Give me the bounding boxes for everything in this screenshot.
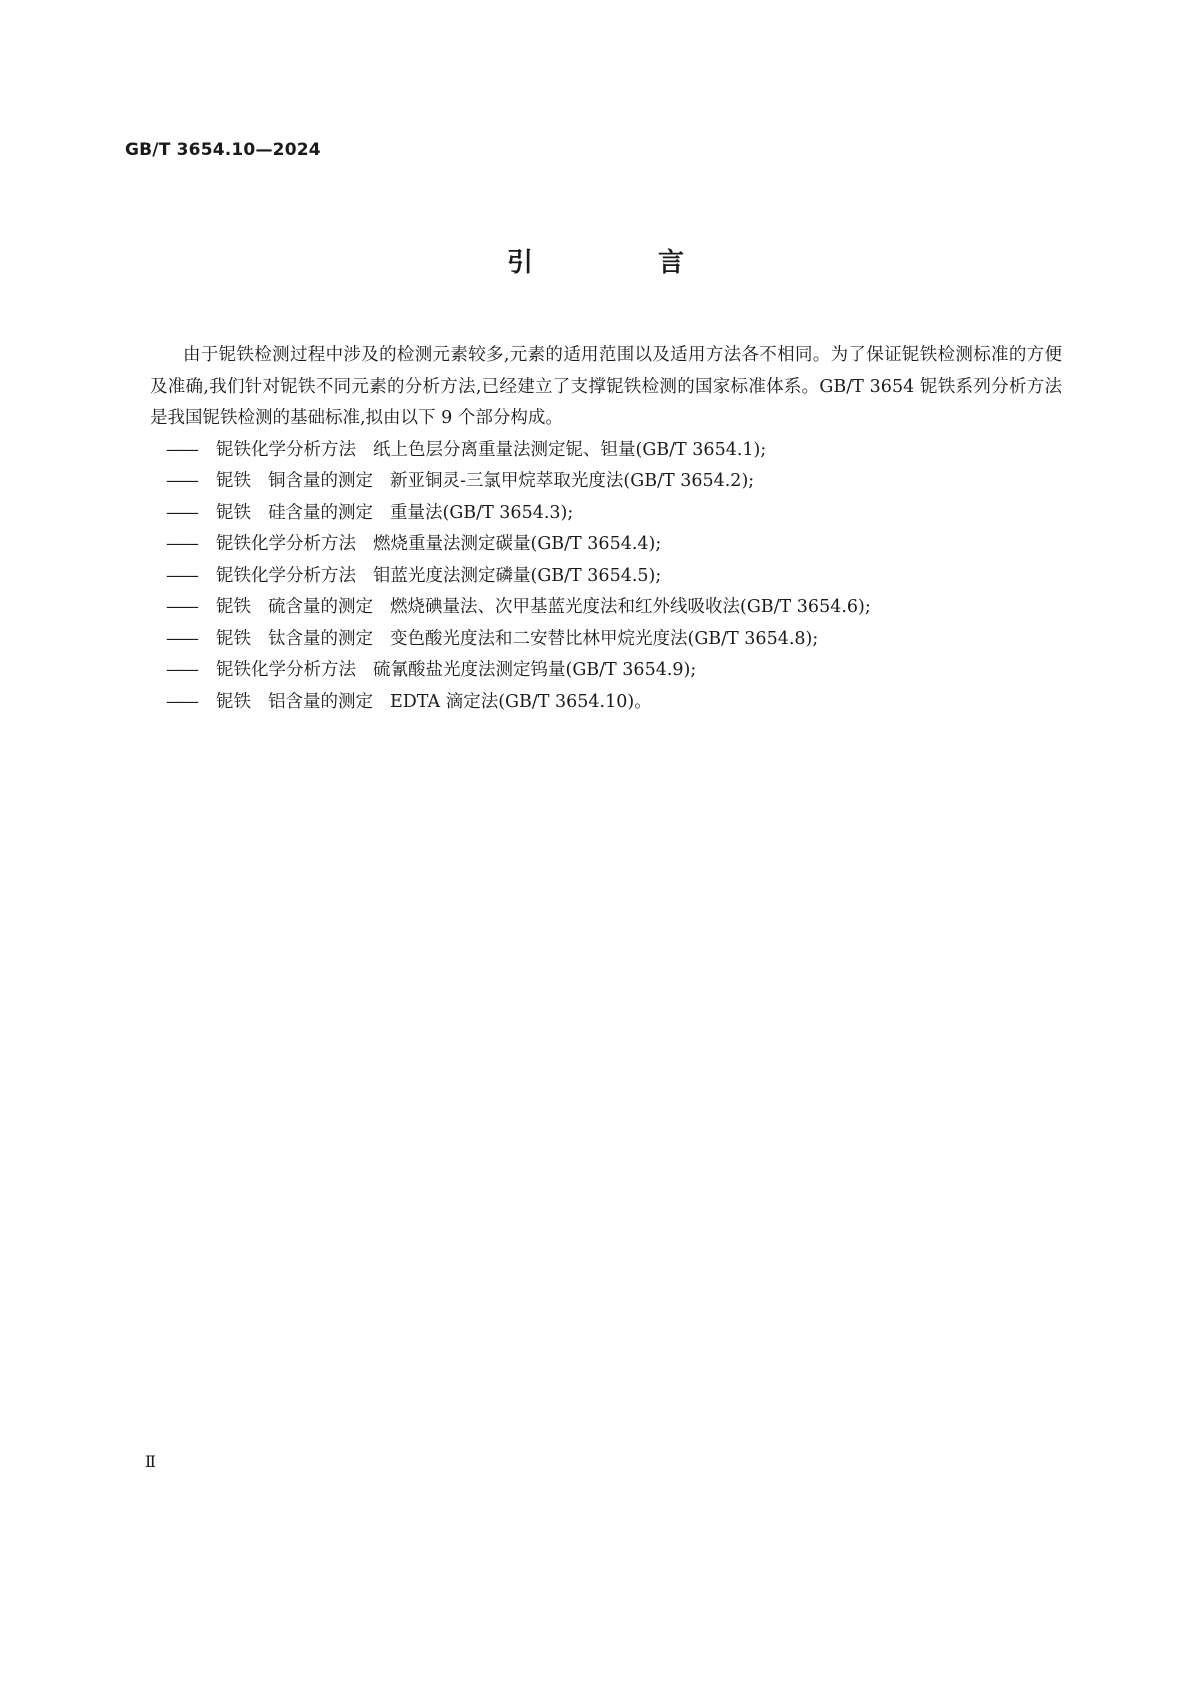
part-prefix: 铌铁 [216, 502, 251, 523]
list-dash: —— [166, 534, 197, 554]
part-list-item [150, 624, 1062, 656]
part-subject: 铝含量的测定 [268, 691, 373, 712]
list-dash: —— [166, 597, 197, 617]
part-prefix: 铌铁化学分析方法 [216, 534, 356, 554]
part-subject: 硫含量的测定 [268, 597, 373, 617]
part-prefix: 铌铁化学分析方法 [216, 660, 356, 680]
part-method: 钼蓝光度法测定磷量(GB/T 3654.5); [373, 565, 662, 586]
part-method: 燃烧碘量法、次甲基蓝光度法和红外线吸收法(GB/T 3654.6); [390, 597, 871, 617]
part-prefix: 铌铁 [216, 471, 251, 491]
part-list-item [150, 561, 1062, 593]
list-dash: —— [166, 565, 197, 586]
part-method: 硫氰酸盐光度法测定钨量(GB/T 3654.9); [373, 660, 697, 680]
part-list-item [150, 592, 1062, 624]
list-dash: —— [166, 439, 197, 460]
part-method: 重量法(GB/T 3654.3); [390, 502, 574, 523]
part-prefix: 铌铁 [216, 691, 251, 712]
list-dash: —— [166, 628, 197, 649]
part-prefix: 铌铁化学分析方法 [216, 439, 356, 460]
page-number: Ⅱ [145, 1452, 156, 1471]
part-method: 燃烧重量法测定碳量(GB/T 3654.4); [373, 534, 662, 554]
document-code: GB/T 3654.10—2024 [125, 140, 321, 160]
part-subject: 硅含量的测定 [268, 502, 373, 523]
part-list-item [150, 529, 1062, 561]
part-list-item [150, 687, 1062, 719]
part-list-item [150, 435, 1062, 467]
part-subject: 钛含量的测定 [268, 628, 373, 649]
part-list-item [150, 655, 1062, 687]
list-dash: —— [166, 502, 197, 523]
part-prefix: 铌铁化学分析方法 [216, 565, 356, 586]
part-subject: 铜含量的测定 [268, 471, 373, 491]
part-method: 纸上色层分离重量法测定铌、钽量(GB/T 3654.1); [373, 439, 767, 460]
part-list-item [150, 498, 1062, 530]
part-prefix: 铌铁 [216, 597, 251, 617]
part-prefix: 铌铁 [216, 628, 251, 649]
introduction-body [150, 340, 1062, 718]
page-title: 引 言 [506, 248, 743, 278]
part-list-item [150, 466, 1062, 498]
list-dash: —— [166, 660, 197, 680]
part-method: EDTA 滴定法(GB/T 3654.10)。 [390, 691, 652, 712]
list-dash: —— [166, 471, 197, 491]
part-method: 变色酸光度法和二安替比林甲烷光度法(GB/T 3654.8); [390, 628, 819, 649]
parts-list [150, 435, 1062, 719]
intro-paragraph: 由于铌铁检测过程中涉及的检测元素较多,元素的适用范围以及适用方法各不相同。为了保证铌铁检测标准的方便及准确,我们针对铌铁不同元素的分析方法,已经建立了支撑铌铁检测的国家标准体系。GB/T 3654 铌铁系列分析方法是我国铌铁检测的基础标准,拟由以下 9 个部分构成。 [150, 345, 1062, 428]
list-dash: —— [166, 691, 197, 712]
part-method: 新亚铜灵-三氯甲烷萃取光度法(GB/T 3654.2); [390, 471, 755, 491]
